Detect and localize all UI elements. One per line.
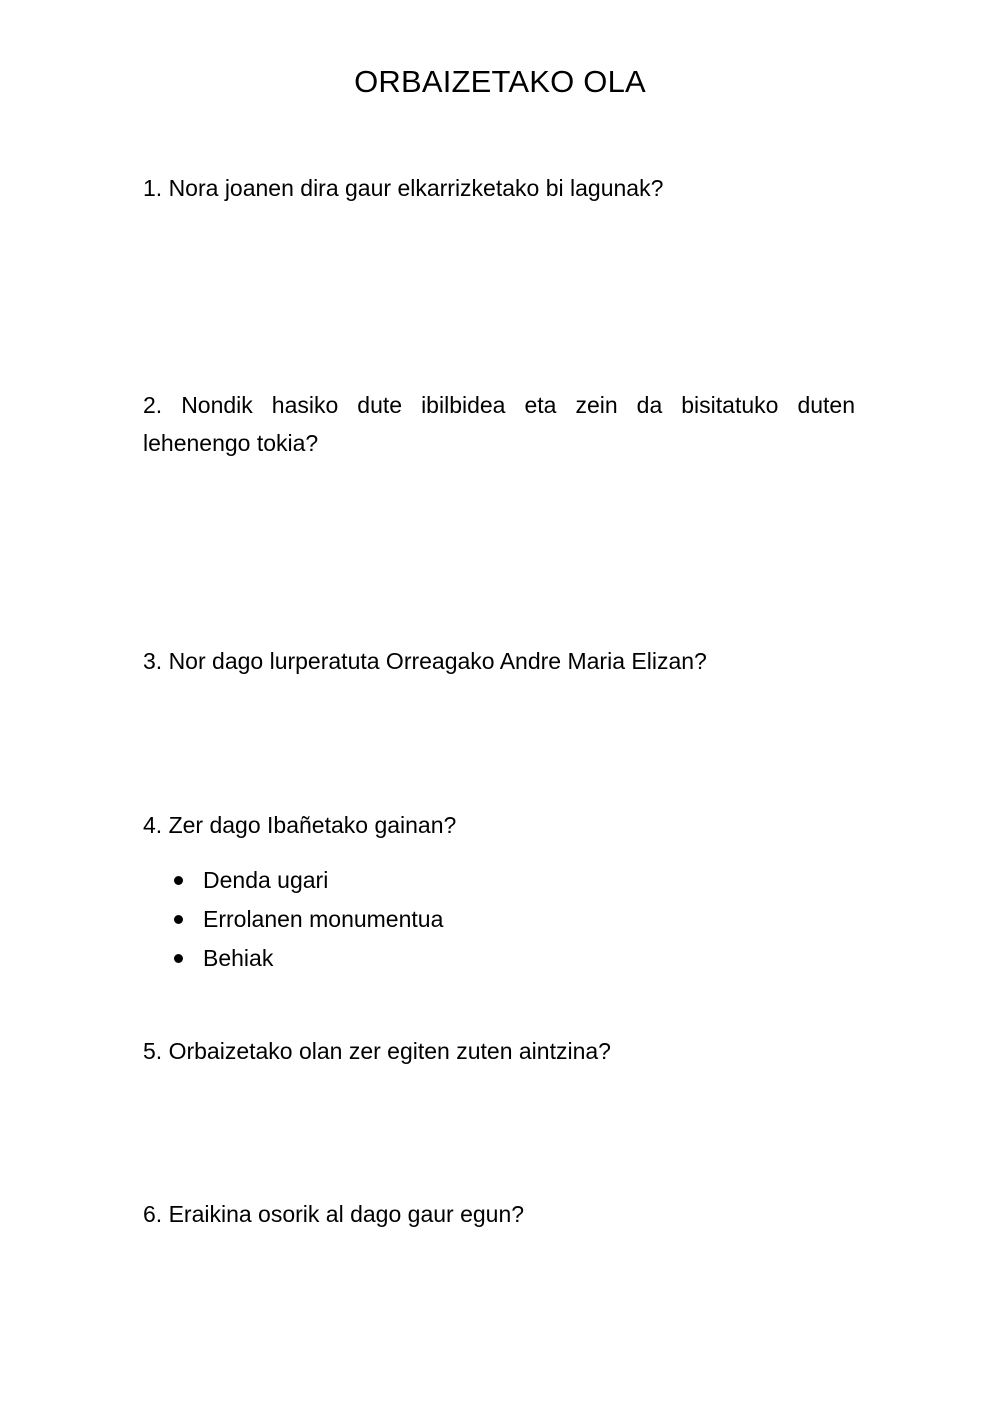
- bullet-icon: [174, 915, 183, 924]
- question-5: 5. Orbaizetako olan zer egiten zuten aintzina?: [143, 1038, 611, 1064]
- page-title: ORBAIZETAKO OLA: [354, 64, 646, 99]
- question-4-options: [143, 861, 443, 978]
- bullet-icon: [174, 876, 183, 885]
- question-2: 2. Nondik hasiko dute ibilbidea eta zein da bisitatuko duten lehenengo tokia?: [143, 392, 855, 456]
- question-4: 4. Zer dago Ibañetako gainan?: [143, 812, 457, 838]
- option-item: [143, 939, 443, 978]
- question-6: 6. Eraikina osorik al dago gaur egun?: [143, 1201, 525, 1227]
- option-item: [143, 900, 443, 939]
- question-3: 3. Nor dago lurperatuta Orreagako Andre Maria Elizan?: [143, 648, 707, 674]
- option-label: Errolanen monumentua: [203, 906, 444, 932]
- bullet-icon: [174, 954, 183, 963]
- option-label: Denda ugari: [203, 867, 329, 893]
- option-item: [143, 861, 443, 900]
- option-label: Behiak: [203, 945, 274, 971]
- question-1: 1. Nora joanen dira gaur elkarrizketako bi lagunak?: [143, 175, 664, 201]
